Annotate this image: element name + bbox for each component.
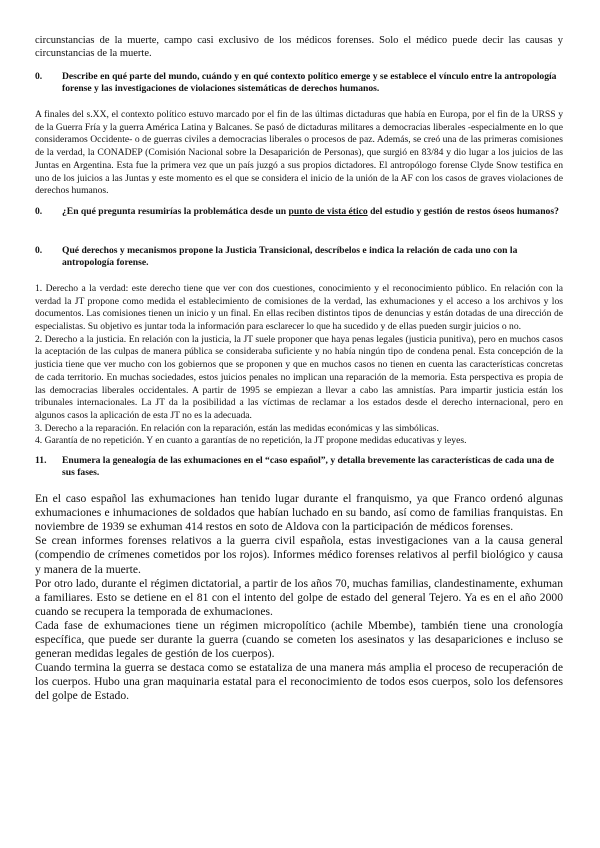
answer-list-rights	[35, 283, 563, 448]
answer-paragraph-origin: A finales del s.XX, el contexto político estuvo marcado por el fin de las últimas dictaduras que había en Europa, por el fin de la URSS y de la Guerra Fría y la guerra América Latina y Balcanes. Se pasó de dictaduras militares a democracias liberales -especialmente en lo que consideramos Occidente- o de guerras civiles a democracias liberales o procesos de paz. Además, se creó una de las primeras comisiones de la verdad, la CONADEP (Comisión Nacional sobre la Desaparición de Personas), que surgió en 83/84 y dio lugar a los juicios de las Juntas en Argentina. Esta fue la primera vez que un país juzgó a sus propios dictadores. El antropólogo forense Clyde Snow testifica en uno de los juicios a las Juntas y este momento es el que se considera el inicio de la unión de la AF con los casos de graves violaciones de derechos humanos.	[35, 109, 563, 197]
answer-paragraph: En el caso español las exhumaciones han tenido lugar durante el franquismo, ya que Franco ordenó algunas exhumaciones e inhumaciones de soldados que habían luchado en su bando, así como de familias franquistas. En noviembre de 1939 se exhuman 414 restos en soto de Aldova con la participación de médicos forenses.	[35, 492, 563, 534]
question-number: 0.	[35, 205, 43, 217]
underlined-phrase: punto de vista ético	[288, 205, 368, 217]
answer-paragraph: Por otro lado, durante el régimen dictatorial, a partir de los años 70, muchas familias, clandestinamente, exhuman a familiares. Esto se detiene en el 81 con el intento del golpe de estado del general Tejero. Ya es en el año 2000 cuando se recupera la temporada de exhumaciones.	[35, 576, 563, 618]
question-text-part: del estudio y gestión de restos óseos humanos?	[367, 205, 559, 217]
question-heading-origin	[35, 71, 563, 95]
answer-item: 2. Derecho a la justicia. En relación con la justicia, la JT suele proponer que haya penas legales (justicia punitiva), pero en muchos casos la aceptación de las culpas de manera pública se consideraba suficiente y no había ningún tipo de condena penal. Esta concepción de la justicia tiene que ver mucho con los gobiernos que se proponen y que en muchos casos no tienen en cuenta las características concretas de cada territorio. En muchas sociedades, estos juicios penales no implican una reparación de la memoria. Esta perspectiva es propia de las democracias liberales occidentales. A partir de 1995 se empiezan a llevar a cabo las amnistías. Para impartir justicia están los tribunales internacionales. La JT da la posibilidad a las víctimas de reclamar a los estados desde el derecho internacional, pero en algunos casos la aplicación de esta JT no es la adecuada.	[35, 333, 563, 421]
answer-paragraph: Se crean informes forenses relativos a la guerra civil española, estas investigaciones van a la causa general (compendio de crímenes cometidos por los rojos). Informes médico forenses relativos al perfil biológico y causa y manera de la muerte.	[35, 534, 563, 576]
question-text: Describe en qué parte del mundo, cuándo y en qué contexto político emerge y se establece el vínculo entre la antropología forense y las investigaciones de violaciones sistemáticas de derechos humanos.	[62, 71, 557, 94]
answer-section-spanish-case	[35, 492, 563, 703]
page-content	[35, 34, 563, 703]
question-text-part: ¿En qué pregunta resumirías la problemática desde un	[62, 205, 289, 217]
question-heading-spanish-case	[35, 455, 563, 479]
answer-item: 3. Derecho a la reparación. En relación con la reparación, están las medidas económicas y las simbólicas.	[35, 422, 439, 434]
question-text: Qué derechos y mecanismos propone la Justicia Transicional, descríbelos e indica la relación de cada uno con la antropología forense.	[62, 244, 518, 268]
answer-paragraph: Cada fase de exhumaciones tiene un régimen micropolítico (achile Mbembe), también tiene una cronología específica, que puede ser durante la guerra (cuando se cometen los asesinatos y las desapariciones e incluso se generan medidas legales de gestión de los cuerpos).	[35, 618, 563, 661]
answer-item: 4. Garantía de no repetición. Y en cuanto a garantías de no repetición, la JT propone medidas educativas y leyes.	[35, 435, 467, 447]
question-text: Enumera la genealogía de las exhumaciones en el “caso español”, y detalla brevemente las características de cada una de sus fases.	[62, 455, 554, 479]
question-text	[62, 206, 563, 218]
question-number: 11.	[35, 455, 47, 467]
question-heading-transitional-justice	[35, 245, 563, 269]
question-heading-ethics	[35, 206, 563, 218]
question-number: 0.	[35, 244, 43, 256]
answer-item: 1. Derecho a la verdad: este derecho tiene que ver con dos cuestiones, conocimiento y el reconocimiento público. En relación con la verdad la JT propone como medida el establecimiento de comisiones de la verdad, las exhumaciones y el acceso a los archivos y los documentos. Las comisiones tienen un inicio y un final. En ellas reciben distintos tipos de denuncias y están dotadas de una dirección de especialistas. Su objetivo es juntar toda la información para esclarecer lo que ha sucedido y de ellas pueden surgir juicios o no.	[35, 282, 563, 333]
intro-paragraph: circunstancias de la muerte, campo casi exclusivo de los médicos forenses. Solo el médico puede decir las causas y circunstancias de la muerte.	[35, 35, 563, 59]
question-number: 0.	[35, 71, 43, 82]
answer-paragraph: Cuando termina la guerra se destaca como se estataliza de una manera más amplia el proceso de recuperación de los cuerpos. Hubo una gran maquinaria estatal para el reconocimiento de todos esos cuerpos, solo los defensores del golpe de Estado.	[35, 661, 563, 703]
